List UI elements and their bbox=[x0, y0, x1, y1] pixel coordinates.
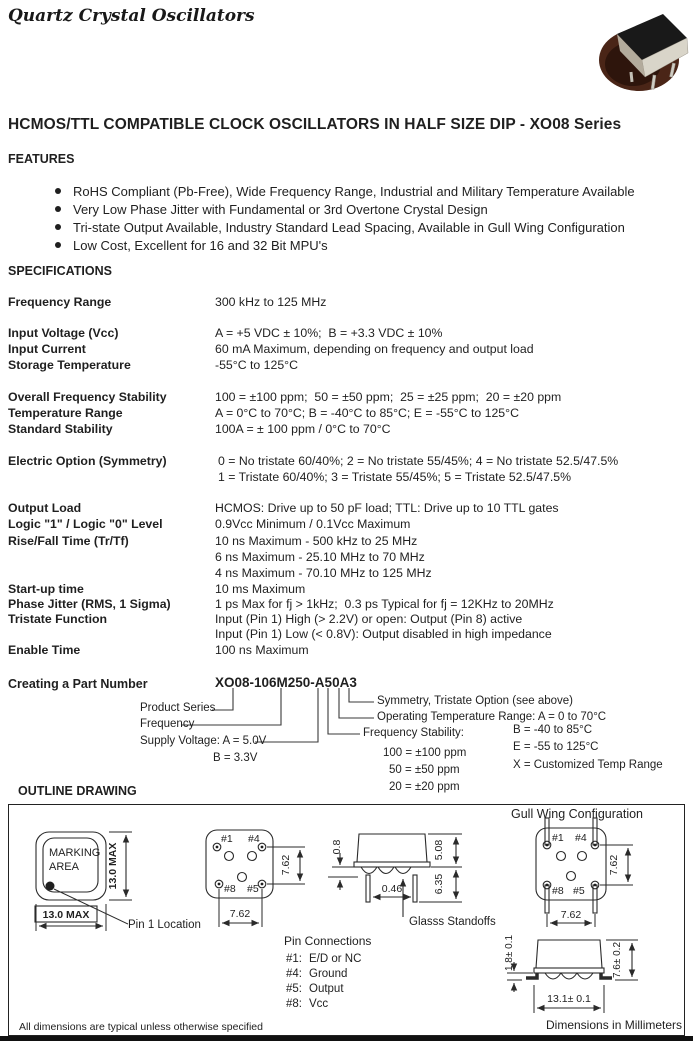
pin-label-1: #1 bbox=[221, 833, 233, 845]
outline-drawing bbox=[9, 805, 684, 1035]
pin-label-1: #1 bbox=[552, 832, 564, 844]
svg-text:AREA: AREA bbox=[49, 861, 79, 873]
features-heading: FEATURES bbox=[8, 152, 75, 166]
spec-value: 1 ps Max for fj > 1kHz; 0.3 ps Typical for fj = 12KHz to 20MHz bbox=[215, 597, 554, 611]
spec-value: 6 ns Maximum - 25.10 MHz to 70 MHz bbox=[215, 550, 425, 564]
dim-height: 13.0 MAX bbox=[107, 842, 119, 890]
callout-product-series: Product Series bbox=[140, 702, 216, 714]
bottom-bar bbox=[0, 1036, 693, 1041]
svg-text:#5:: #5: bbox=[286, 983, 302, 995]
pin1-dot bbox=[46, 882, 55, 891]
spec-value: A = 0°C to 70°C; B = -40°C to 85°C; E = -55°C to 125°C bbox=[215, 406, 519, 420]
spec-label: Standard Stability bbox=[8, 422, 113, 436]
callout-op-temp: Operating Temperature Range: A = 0 to 70°C bbox=[377, 711, 607, 723]
svg-text:#4:: #4: bbox=[286, 968, 302, 980]
spec-label: Electric Option (Symmetry) bbox=[8, 454, 167, 468]
spec-label: Storage Temperature bbox=[8, 358, 131, 372]
gull-wing-title: Gull Wing Configuration bbox=[511, 807, 644, 821]
outline-heading: OUTLINE DRAWING bbox=[18, 784, 137, 798]
spec-value: Input (Pin 1) Low (< 0.8V): Output disabled in high impedance bbox=[215, 627, 552, 641]
feature-item: Tri-state Output Available, Industry Standard Lead Spacing, Available in Gull Wing Configuration bbox=[55, 220, 625, 235]
spec-value: 1 = Tristate 60/40%; 3 = Tristate 55/45%; 5 = Tristate 52.5/47.5% bbox=[218, 470, 572, 484]
pin-lead bbox=[366, 875, 370, 902]
svg-text:#8:: #8: bbox=[286, 998, 302, 1010]
spec-value: 100A = ± 100 ppm / 0°C to 70°C bbox=[215, 422, 391, 436]
page-title: HCMOS/TTL COMPATIBLE CLOCK OSCILLATORS IN HALF SIZE DIP - XO08 Series bbox=[8, 116, 622, 133]
feature-item: Very Low Phase Jitter with Fundamental or 3rd Overtone Crystal Design bbox=[55, 202, 488, 217]
callout-frequency: Frequency bbox=[140, 718, 195, 730]
spec-label: Enable Time bbox=[8, 643, 81, 657]
callout-stability-20: 20 = ±20 ppm bbox=[389, 781, 460, 793]
pin-label-5: #5 bbox=[247, 883, 259, 895]
callout-op-temp-b: B = -40 to 85°C bbox=[513, 724, 593, 736]
dim-pin-spacing-v: 7.62 bbox=[608, 854, 620, 876]
spec-value: 60 mA Maximum, depending on frequency and output load bbox=[215, 342, 534, 356]
gull-foot bbox=[601, 973, 612, 978]
spec-label: Phase Jitter (RMS, 1 Sigma) bbox=[8, 597, 171, 611]
spec-label: Logic "1" / Logic "0" Level bbox=[8, 517, 163, 531]
dim-pin-spacing-h: 7.62 bbox=[560, 909, 582, 921]
dim-standoff-height: 0.8 bbox=[331, 839, 343, 855]
top-view-drawing bbox=[35, 832, 201, 931]
spec-value: 300 kHz to 125 MHz bbox=[215, 295, 327, 309]
pin-connections-heading: Pin Connections bbox=[284, 934, 372, 948]
callout-supply-voltage-b: B = 3.3V bbox=[213, 752, 258, 764]
pin-label-4: #4 bbox=[248, 833, 260, 845]
spec-value: HCMOS: Drive up to 50 pF load; TTL: Drive up to 10 TTL gates bbox=[215, 501, 559, 515]
pin1-location-label: Pin 1 Location bbox=[128, 919, 201, 931]
spec-label: Output Load bbox=[8, 501, 82, 515]
spec-value: 100 ns Maximum bbox=[215, 643, 309, 657]
glass-standoffs bbox=[545, 973, 593, 979]
svg-text:Output: Output bbox=[309, 983, 344, 995]
dim-total-height: 7.6± 0.2 bbox=[612, 941, 623, 979]
product-photo bbox=[597, 8, 689, 96]
pin-label-8: #8 bbox=[224, 883, 236, 895]
brand-title: Quartz Crystal Oscillators bbox=[8, 6, 255, 26]
footer-note: All dimensions are typical unless otherwise specified bbox=[19, 1021, 263, 1033]
svg-text:E/D or NC: E/D or NC bbox=[309, 953, 362, 965]
callout-supply-voltage: Supply Voltage: A = 5.0V bbox=[140, 735, 267, 747]
feature-item: Low Cost, Excellent for 16 and 32 Bit MPU's bbox=[55, 238, 328, 253]
callout-stability-100: 100 = ±100 ppm bbox=[383, 747, 467, 759]
specifications-heading: SPECIFICATIONS bbox=[8, 264, 112, 278]
spec-value: 10 ns Maximum - 500 kHz to 25 MHz bbox=[215, 534, 418, 548]
spec-label: Rise/Fall Time (Tr/Tf) bbox=[8, 534, 129, 548]
pin-label-5: #5 bbox=[573, 885, 585, 897]
svg-text:#1:: #1: bbox=[286, 953, 302, 965]
bottom-view-drawing bbox=[206, 830, 305, 927]
gull-side-view-drawing bbox=[504, 935, 638, 1013]
callout-symmetry: Symmetry, Tristate Option (see above) bbox=[377, 695, 573, 707]
bullet-icon bbox=[55, 206, 61, 212]
footer-units: Dimensions in Millimeters bbox=[546, 1018, 683, 1032]
spec-label: Start-up time bbox=[8, 582, 84, 596]
svg-text:Vcc: Vcc bbox=[309, 998, 329, 1010]
spec-label: Input Current bbox=[8, 342, 86, 356]
marking-area-label: MARKING bbox=[49, 847, 101, 859]
spec-value: 100 = ±100 ppm; 50 = ±50 ppm; 25 = ±25 ppm; 20 = ±20 ppm bbox=[215, 390, 562, 404]
pin-label-8: #8 bbox=[552, 885, 564, 897]
dim-lead-length: 6.35 bbox=[433, 873, 445, 895]
gull-bottom-view-drawing bbox=[536, 818, 633, 927]
spec-value: -55°C to 125°C bbox=[215, 358, 298, 372]
outline-drawing-box bbox=[8, 804, 685, 1036]
spec-label: Tristate Function bbox=[8, 612, 108, 626]
standoffs-label: Glasss Standoffs bbox=[409, 916, 496, 928]
callout-op-temp-e: E = -55 to 125°C bbox=[513, 741, 599, 753]
feature-item: RoHS Compliant (Pb-Free), Wide Frequency Range, Industrial and Military Temperature Available bbox=[55, 184, 635, 199]
svg-text:Ground: Ground bbox=[309, 968, 348, 980]
dim-body-height: 5.08 bbox=[433, 839, 445, 861]
spec-label: Overall Frequency Stability bbox=[8, 390, 167, 404]
callout-stability-50: 50 = ±50 ppm bbox=[389, 764, 460, 776]
spec-value: 0 = No tristate 60/40%; 2 = No tristate 55/45%; 4 = No tristate 52.5/47.5% bbox=[218, 454, 619, 468]
bullet-icon bbox=[55, 188, 61, 194]
callout-stability: Frequency Stability: bbox=[363, 727, 464, 739]
part-number-heading: Creating a Part Number bbox=[8, 677, 148, 691]
spec-value: 0.9Vcc Minimum / 0.1Vcc Maximum bbox=[215, 517, 411, 531]
glass-standoffs bbox=[361, 867, 411, 874]
side-view-drawing bbox=[328, 834, 496, 928]
bullet-icon bbox=[55, 224, 61, 230]
bullet-icon bbox=[55, 242, 61, 248]
gull-foot bbox=[526, 973, 537, 978]
spec-label: Temperature Range bbox=[8, 406, 123, 420]
dim-pin-spacing-h: 7.62 bbox=[229, 908, 251, 920]
pin-label-4: #4 bbox=[575, 832, 587, 844]
callout-op-temp-x: X = Customized Temp Range bbox=[513, 759, 663, 771]
spec-value: 4 ns Maximum - 70.10 MHz to 125 MHz bbox=[215, 566, 432, 580]
dim-standoff-height: 1.8± 0.1 bbox=[504, 934, 515, 972]
part-number: XO08-106M250-A50A3 bbox=[215, 675, 357, 690]
spec-value: 10 ms Maximum bbox=[215, 582, 306, 596]
dim-pin-dia: 0.46 bbox=[381, 883, 403, 895]
spec-value: A = +5 VDC ± 10%; B = +3.3 VDC ± 10% bbox=[215, 326, 443, 340]
dim-pin-spacing-v: 7.62 bbox=[280, 854, 292, 876]
spec-label: Input Voltage (Vcc) bbox=[8, 326, 119, 340]
spec-value: Input (Pin 1) High (> 2.2V) or open: Output (Pin 8) active bbox=[215, 612, 523, 626]
pin-connections bbox=[284, 934, 371, 1010]
dim-body-width: 13.1± 0.1 bbox=[547, 993, 591, 1005]
dim-width: 13.0 MAX bbox=[42, 909, 90, 921]
spec-label: Frequency Range bbox=[8, 295, 112, 309]
pin-lead bbox=[413, 875, 417, 902]
